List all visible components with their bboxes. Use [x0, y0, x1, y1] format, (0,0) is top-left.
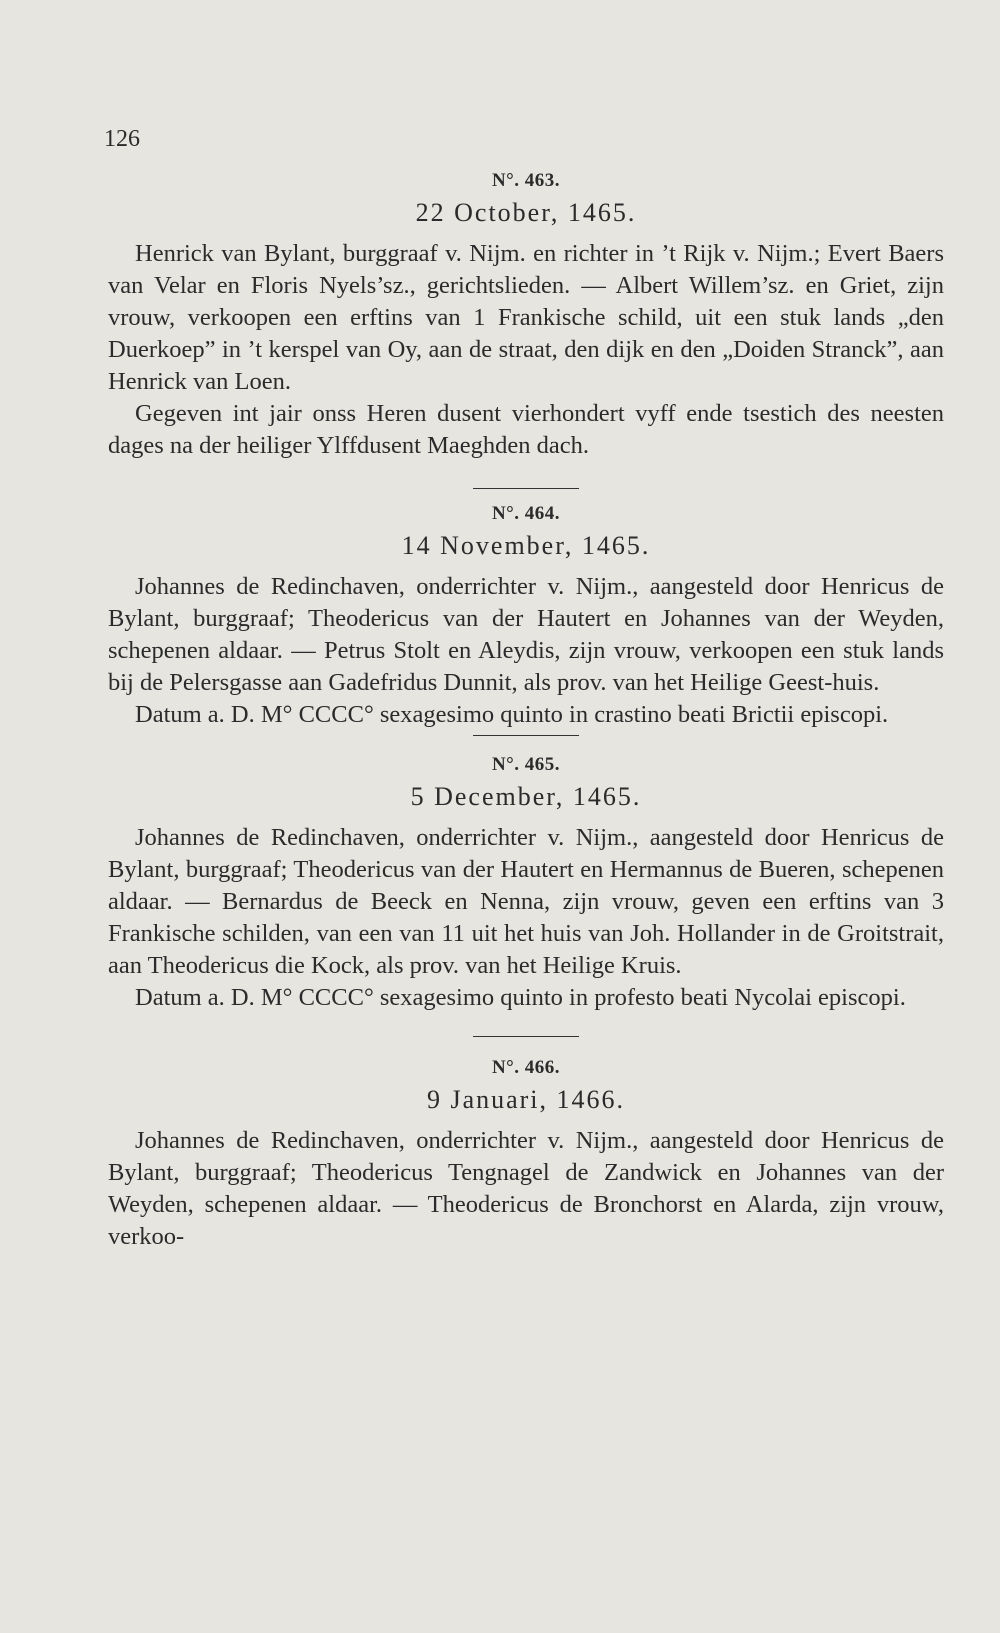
text-column — [108, 170, 944, 1253]
entry-466 — [108, 1057, 944, 1253]
entry-464 — [108, 503, 944, 731]
entry-dating-clause: Datum a. D. M° CCCC° sexagesimo quinto in profesto beati Nycolai episcopi. — [135, 984, 906, 1011]
entry-body: Johannes de Redinchaven, onderrichter v. Nijm., aangesteld door Henricus de Bylant, burggraaf; Theodericus van der Hautert en Johannes van der Weyden, schepenen aldaar. — Petrus Stolt en Aleydis, zijn vrouw, verkoopen een stuk lands bij de Pelersgasse aan Gadefridus Dunnit, als prov. van het Heilige Geest-huis. — [108, 573, 944, 696]
entry-body: Johannes de Redinchaven, onderrichter v. Nijm., aangesteld door Henricus de Bylant, burggraaf; Theodericus Tengnagel de Zandwick en Johannes van der Weyden, schepenen aldaar. — Theodericus de Bronchorst en Alarda, zijn vrouw, verkoo- — [108, 1127, 944, 1250]
page-number: 126 — [104, 126, 140, 152]
entry-463 — [108, 170, 944, 462]
entry-body: Johannes de Redinchaven, onderrichter v. Nijm., aangesteld door Henricus de Bylant, burggraaf; Theodericus van der Hautert en Hermannus de Bueren, schepenen aldaar. — Bernardus de Beeck en Nenna, zijn vrouw, geven een erftins van 3 Frankische schilden, van een van 11 uit het huis van Joh. Hollander in de Groitstrait, aan Theodericus die Kock, als prov. van het Heilige Kruis. — [108, 824, 944, 979]
section-divider — [473, 735, 579, 736]
entry-number: N°. 466. — [491, 1057, 561, 1078]
entry-dating-clause: Datum a. D. M° CCCC° sexagesimo quinto in crastino beati Brictii episcopi. — [135, 701, 889, 728]
entry-dating-clause: Gegeven int jair onss Heren dusent vierhondert vyff ende tsestich des neesten dages na der heiliger Ylffdusent Maeghden dach. — [108, 400, 944, 459]
entry-date: 9 Januari, 1466. — [426, 1085, 626, 1114]
entry-number: N°. 463. — [491, 170, 561, 191]
entry-465 — [108, 754, 944, 1014]
section-divider — [473, 1036, 579, 1037]
entry-date: 14 November, 1465. — [401, 531, 651, 560]
entry-date: 22 October, 1465. — [415, 198, 637, 227]
entry-number: N°. 465. — [491, 754, 561, 775]
entry-body: Henrick van Bylant, burggraaf v. Nijm. en richter in ’t Rijk v. Nijm.; Evert Baers van Velar en Floris Nyels’sz., gerichtslieden. — Albert Willem’sz. en Griet, zijn vrouw, verkoopen een erftins van 1 Frankische schild, uit een stuk lands „den Duerkoep” in ’t kerspel van Oy, aan de straat, den dijk en den „Doiden Stranck”, aan Henrick van Loen. — [108, 240, 944, 395]
entry-date: 5 December, 1465. — [410, 782, 642, 811]
entry-number: N°. 464. — [491, 503, 561, 524]
section-divider — [473, 488, 579, 489]
